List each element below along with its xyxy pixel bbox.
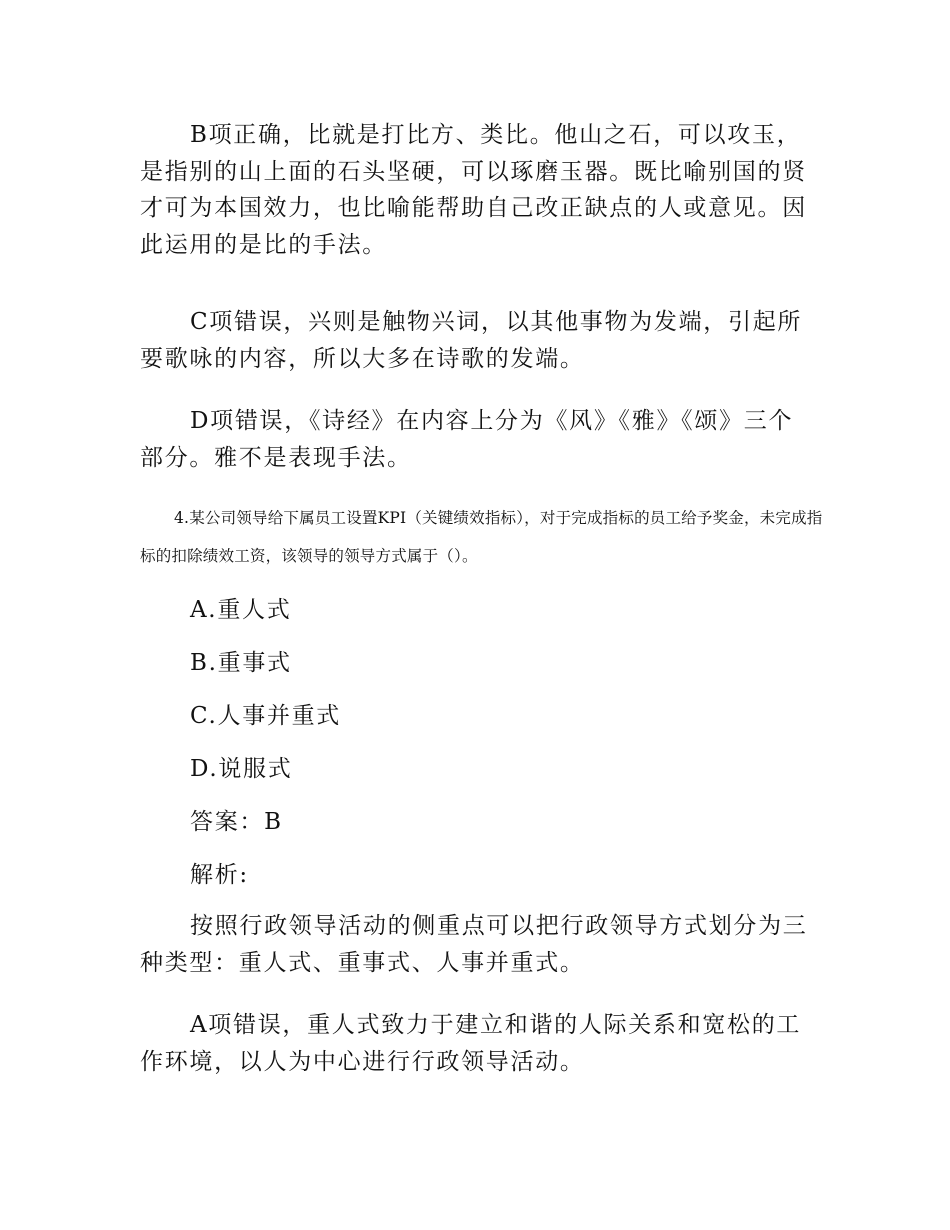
answer: 答案：B	[190, 809, 283, 835]
explanation-option-c: C项错误，兴则是触物兴词，以其他事物为发端，引起所要歌咏的内容，所以大多在诗歌的发端。	[140, 309, 803, 372]
option-c: C.人事并重式	[190, 703, 341, 729]
analysis-label: 解析:	[190, 862, 249, 888]
option-a: A.重人式	[190, 597, 292, 623]
analysis-paragraph-2: A项错误，重人式致力于建立和谐的人际关系和宽松的工作环境，以人为中心进行行政领导活动。	[140, 1012, 802, 1075]
option-d: D.说服式	[190, 756, 293, 782]
analysis-paragraph-1: 按照行政领导活动的侧重点可以把行政领导方式划分为三种类型：重人式、重事式、人事并重式。	[140, 913, 808, 976]
question-4-stem: 4.某公司领导给下属员工设置KPI（关键绩效指标），对于完成指标的员工给予奖金，未完成指标的扣除绩效工资，该领导的领导方式属于（）。	[140, 509, 823, 565]
explanation-option-b: B项正确，比就是打比方、类比。他山之石，可以攻玉，是指别的山上面的石头坚硬，可以琢磨玉器。既比喻别国的贤才可为本国效力，也比喻能帮助自己改正缺点的人或意见。因此运用的是比的手法。	[140, 122, 807, 258]
option-b: B.重事式	[190, 650, 292, 676]
explanation-option-d: D项错误，《诗经》在内容上分为《风》《雅》《颂》三个部分。雅不是表现手法。	[140, 408, 794, 471]
